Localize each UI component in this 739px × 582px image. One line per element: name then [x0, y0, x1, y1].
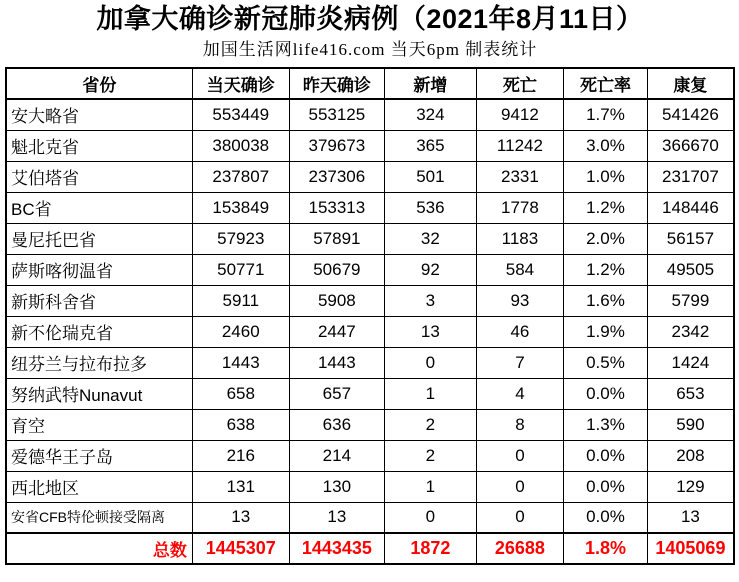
total-value-cell: 1443435: [289, 533, 384, 564]
value-cell: 380038: [192, 130, 289, 161]
value-cell: 4: [476, 378, 563, 409]
value-cell: 653: [647, 378, 734, 409]
table-row: [6, 378, 734, 409]
value-cell: 553449: [192, 99, 289, 130]
total-value-cell: 1.8%: [564, 533, 648, 564]
value-cell: 231707: [647, 161, 734, 192]
table-row: [6, 409, 734, 440]
value-cell: 1.9%: [564, 316, 648, 347]
value-cell: 0.0%: [564, 502, 648, 533]
value-cell: 50771: [192, 254, 289, 285]
table-footer: [6, 533, 734, 564]
table-row: [6, 223, 734, 254]
value-cell: 46: [476, 316, 563, 347]
value-cell: 57923: [192, 223, 289, 254]
value-cell: 0: [385, 502, 477, 533]
value-cell: 0.0%: [564, 440, 648, 471]
table-row: [6, 161, 734, 192]
value-cell: 1.2%: [564, 192, 648, 223]
column-header-6: 康复: [647, 68, 734, 99]
province-cell: BC省: [6, 192, 192, 223]
page-subtitle: 加国生活网life416.com 当天6pm 制表统计: [202, 40, 538, 59]
province-cell: 艾伯塔省: [6, 161, 192, 192]
province-cell: 纽芬兰与拉布拉多: [6, 347, 192, 378]
value-cell: 8: [476, 409, 563, 440]
province-cell: 安省CFB特伦顿接受隔离: [6, 502, 192, 533]
table-row: [6, 192, 734, 223]
value-cell: 2331: [476, 161, 563, 192]
table-header: [6, 68, 734, 99]
table-body: [6, 99, 734, 533]
column-header-5: 死亡率: [564, 68, 648, 99]
covid-stats-table: [5, 67, 735, 565]
value-cell: 2: [385, 409, 477, 440]
value-cell: 1: [385, 378, 477, 409]
value-cell: 1443: [289, 347, 384, 378]
table-row: [6, 316, 734, 347]
table-row: [6, 347, 734, 378]
value-cell: 0: [385, 347, 477, 378]
total-value-cell: 1405069: [647, 533, 734, 564]
province-cell: 西北地区: [6, 471, 192, 502]
value-cell: 536: [385, 192, 477, 223]
value-cell: 0.0%: [564, 471, 648, 502]
value-cell: 2460: [192, 316, 289, 347]
value-cell: 0: [476, 502, 563, 533]
value-cell: 553125: [289, 99, 384, 130]
value-cell: 5911: [192, 285, 289, 316]
province-cell: 爱德华王子岛: [6, 440, 192, 471]
province-cell: 育空: [6, 409, 192, 440]
value-cell: 379673: [289, 130, 384, 161]
value-cell: 5799: [647, 285, 734, 316]
value-cell: 366670: [647, 130, 734, 161]
value-cell: 129: [647, 471, 734, 502]
province-cell: 魁北克省: [6, 130, 192, 161]
value-cell: 13: [647, 502, 734, 533]
value-cell: 1: [385, 471, 477, 502]
header-row: [6, 68, 734, 99]
value-cell: 11242: [476, 130, 563, 161]
total-label: 总数: [6, 533, 192, 564]
value-cell: 501: [385, 161, 477, 192]
value-cell: 1.2%: [564, 254, 648, 285]
value-cell: 5908: [289, 285, 384, 316]
value-cell: 9412: [476, 99, 563, 130]
value-cell: 56157: [647, 223, 734, 254]
value-cell: 1424: [647, 347, 734, 378]
value-cell: 130: [289, 471, 384, 502]
value-cell: 13: [289, 502, 384, 533]
value-cell: 1183: [476, 223, 563, 254]
value-cell: 208: [647, 440, 734, 471]
total-value-cell: 26688: [476, 533, 563, 564]
value-cell: 1443: [192, 347, 289, 378]
value-cell: 50679: [289, 254, 384, 285]
value-cell: 57891: [289, 223, 384, 254]
value-cell: 2: [385, 440, 477, 471]
value-cell: 13: [192, 502, 289, 533]
total-row: [6, 533, 734, 564]
value-cell: 0: [476, 440, 563, 471]
value-cell: 3: [385, 285, 477, 316]
value-cell: 0.0%: [564, 378, 648, 409]
page-title: 加拿大确诊新冠肺炎病例（2021年8月11日）: [96, 4, 644, 34]
value-cell: 131: [192, 471, 289, 502]
table-row: [6, 471, 734, 502]
value-cell: 658: [192, 378, 289, 409]
value-cell: 214: [289, 440, 384, 471]
province-cell: 新不伦瑞克省: [6, 316, 192, 347]
table-row: [6, 502, 734, 533]
province-cell: 萨斯喀彻温省: [6, 254, 192, 285]
province-cell: 努纳武特Nunavut: [6, 378, 192, 409]
province-cell: 新斯科舍省: [6, 285, 192, 316]
total-value-cell: 1445307: [192, 533, 289, 564]
value-cell: 638: [192, 409, 289, 440]
value-cell: 636: [289, 409, 384, 440]
value-cell: 93: [476, 285, 563, 316]
province-cell: 曼尼托巴省: [6, 223, 192, 254]
table-row: [6, 130, 734, 161]
column-header-0: 省份: [6, 68, 192, 99]
value-cell: 657: [289, 378, 384, 409]
value-cell: 237807: [192, 161, 289, 192]
province-cell: 安大略省: [6, 99, 192, 130]
value-cell: 365: [385, 130, 477, 161]
table-row: [6, 440, 734, 471]
column-header-2: 昨天确诊: [289, 68, 384, 99]
value-cell: 216: [192, 440, 289, 471]
column-header-3: 新增: [385, 68, 477, 99]
value-cell: 13: [385, 316, 477, 347]
value-cell: 153313: [289, 192, 384, 223]
value-cell: 148446: [647, 192, 734, 223]
table-row: [6, 99, 734, 130]
value-cell: 584: [476, 254, 563, 285]
value-cell: 1.7%: [564, 99, 648, 130]
value-cell: 2447: [289, 316, 384, 347]
value-cell: 3.0%: [564, 130, 648, 161]
table-row: [6, 285, 734, 316]
value-cell: 1778: [476, 192, 563, 223]
value-cell: 1.3%: [564, 409, 648, 440]
value-cell: 49505: [647, 254, 734, 285]
total-value-cell: 1872: [385, 533, 477, 564]
value-cell: 0: [476, 471, 563, 502]
table-row: [6, 254, 734, 285]
value-cell: 2342: [647, 316, 734, 347]
column-header-1: 当天确诊: [192, 68, 289, 99]
value-cell: 541426: [647, 99, 734, 130]
value-cell: 7: [476, 347, 563, 378]
value-cell: 237306: [289, 161, 384, 192]
value-cell: 0.5%: [564, 347, 648, 378]
value-cell: 32: [385, 223, 477, 254]
value-cell: 324: [385, 99, 477, 130]
value-cell: 153849: [192, 192, 289, 223]
value-cell: 1.6%: [564, 285, 648, 316]
value-cell: 590: [647, 409, 734, 440]
value-cell: 1.0%: [564, 161, 648, 192]
value-cell: 2.0%: [564, 223, 648, 254]
value-cell: 92: [385, 254, 477, 285]
column-header-4: 死亡: [476, 68, 563, 99]
